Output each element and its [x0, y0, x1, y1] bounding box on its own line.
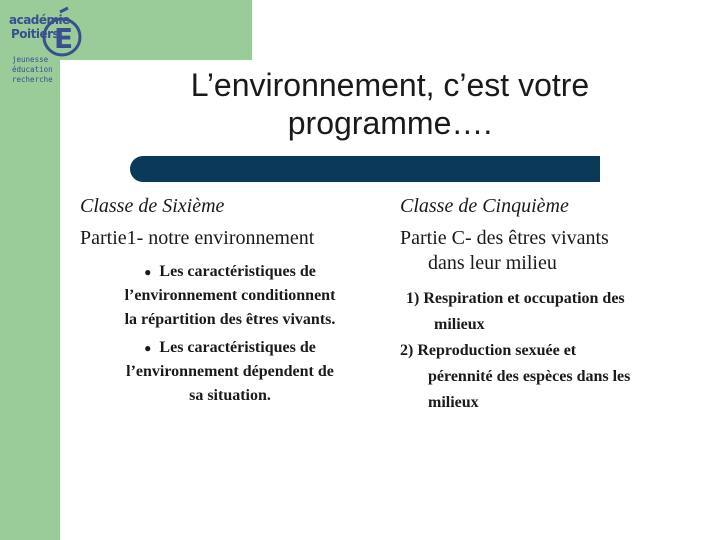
left-subheading: Partie1- notre environnement [80, 227, 315, 249]
logo-small-jeunesse: jeunesse [12, 55, 49, 64]
title-line-2: programme…. [287, 105, 493, 141]
bullet-2-line-3: sa situation. [189, 387, 271, 404]
title-divider-bar [130, 156, 600, 182]
left-bullet-1 [80, 260, 380, 332]
left-heading: Classe de Sixième [80, 195, 225, 217]
right-subheading-2: dans leur milieu [428, 252, 557, 274]
item-2-line-1: 2) Reproduction sexuée et [400, 342, 577, 359]
left-bullet-2 [80, 336, 380, 408]
bullet-1-line-1: Les caractéristiques de [159, 263, 316, 280]
logo-small-recherche: recherche [12, 75, 53, 84]
title-line-1: L’environnement, c’est votre [190, 67, 590, 103]
logo-small-education: éducation [12, 65, 53, 74]
item-2-line-3: milieux [428, 394, 479, 411]
bullet-2-line-2: l’environnement dépendent de [126, 363, 334, 380]
left-column [80, 194, 380, 408]
item-1-line-1: 1) Respiration et occupation des [406, 290, 625, 307]
bullet-1-line-3: la répartition des êtres vivants. [124, 311, 336, 328]
right-heading: Classe de Cinquième [400, 195, 569, 217]
right-subheading-1: Partie C- des êtres vivants [400, 227, 609, 249]
academie-e-icon [40, 6, 84, 62]
right-item-2 [400, 338, 710, 416]
bullet-1-line-2: l’environnement conditionnent [124, 287, 336, 304]
logo-line-academie: académie [9, 13, 70, 27]
right-item-1 [400, 286, 710, 338]
slide-title [110, 66, 670, 142]
bullet-dot-icon: ● [144, 341, 152, 355]
bullet-2-line-1: Les caractéristiques de [159, 339, 316, 356]
right-column [400, 194, 710, 416]
logo-line-poitiers: Poitiers [11, 27, 60, 41]
item-1-line-2: milieux [434, 316, 485, 333]
svg-text:E: E [54, 22, 74, 55]
item-2-line-2: pérennité des espèces dans les [428, 368, 631, 385]
bullet-dot-icon: ● [144, 265, 152, 279]
